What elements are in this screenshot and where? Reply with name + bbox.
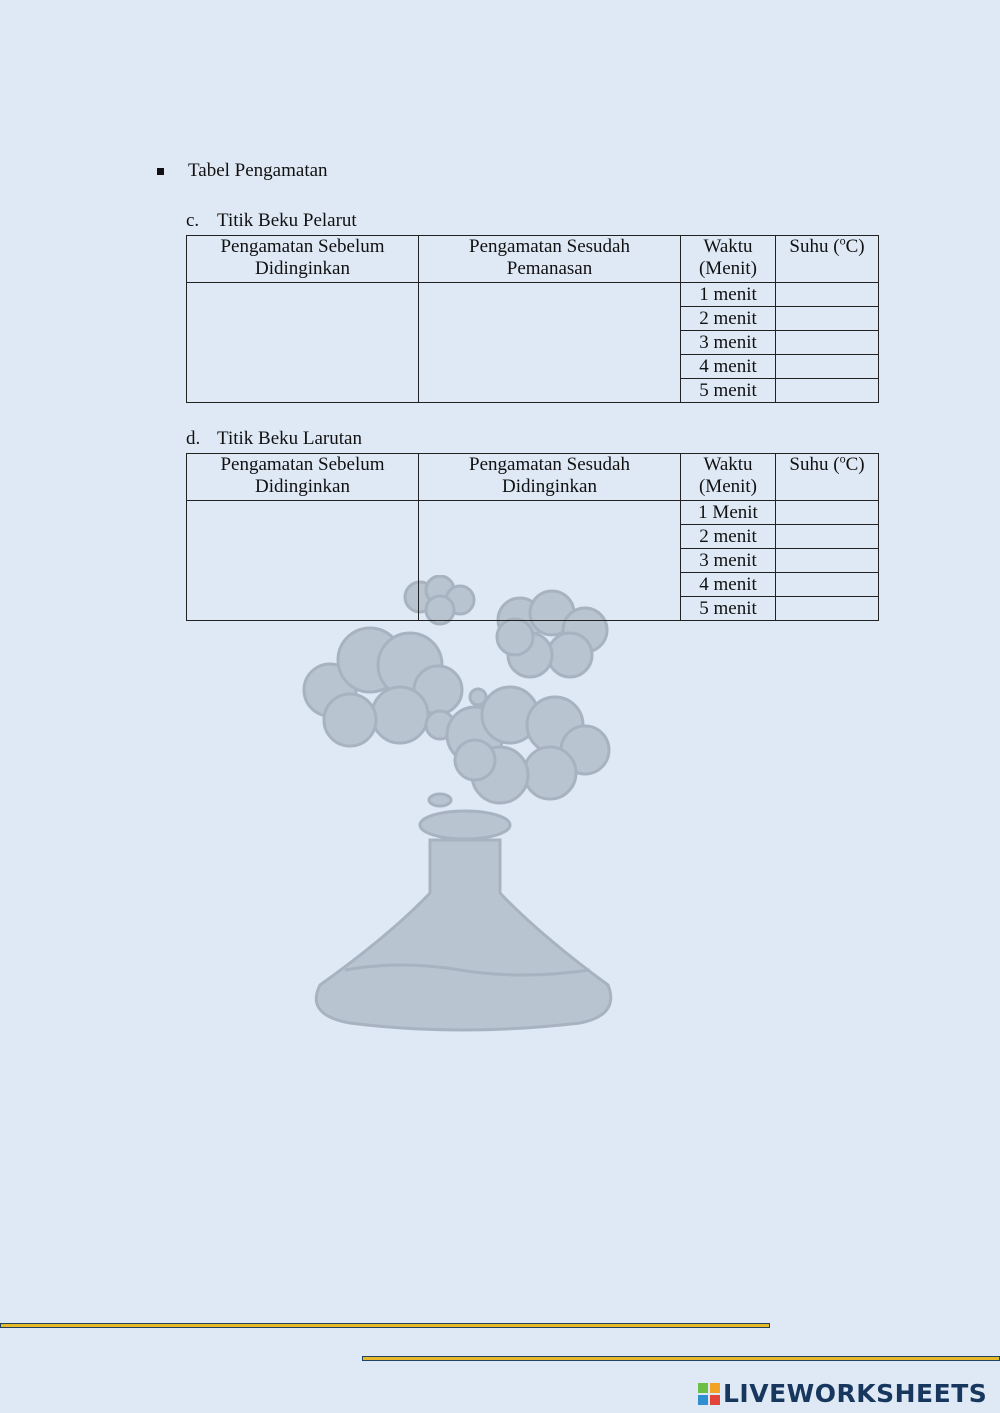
header-text: Pemanasan: [506, 258, 593, 279]
table-c-letter: c.: [186, 210, 200, 231]
section-heading: [155, 160, 328, 182]
header-text: Didinginkan: [255, 476, 350, 497]
table-header-row: [187, 454, 879, 501]
header-text: Suhu (: [789, 454, 840, 475]
temperature-input[interactable]: [776, 597, 879, 621]
table-c-title: Titik Beku Pelarut: [217, 210, 357, 231]
header-after: [419, 236, 681, 283]
degree-mark: o: [839, 233, 846, 248]
header-text: Didinginkan: [255, 258, 350, 279]
time-cell: 4 menit: [681, 355, 776, 379]
observation-before-input[interactable]: [187, 283, 419, 403]
temperature-input[interactable]: [776, 379, 879, 403]
observation-table-d: [186, 453, 879, 621]
header-text: Didinginkan: [502, 476, 597, 497]
table-c-heading: [186, 210, 357, 232]
temperature-input[interactable]: [776, 283, 879, 307]
table-header-row: [187, 236, 879, 283]
time-cell: 1 Menit: [681, 501, 776, 525]
time-cell: 1 menit: [681, 283, 776, 307]
time-cell: 2 menit: [681, 525, 776, 549]
observation-after-input[interactable]: [419, 501, 681, 621]
temperature-input[interactable]: [776, 501, 879, 525]
header-text: C): [845, 454, 865, 475]
flask-body: [316, 840, 611, 1030]
header-text: Pengamatan Sesudah: [469, 454, 630, 475]
table-d-heading: [186, 428, 362, 450]
header-text: (Menit): [698, 476, 758, 497]
brand-name: LIVEWORKSHEETS: [723, 1379, 988, 1408]
temperature-input[interactable]: [776, 331, 879, 355]
temperature-input[interactable]: [776, 355, 879, 379]
temperature-input[interactable]: [776, 549, 879, 573]
liveworksheets-logo: [698, 1379, 987, 1408]
time-cell: 3 menit: [681, 549, 776, 573]
observation-table-c: [186, 235, 879, 403]
observation-after-input[interactable]: [419, 283, 681, 403]
section-title: Tabel Pengamatan: [188, 160, 328, 181]
header-text: Pengamatan Sebelum: [220, 454, 385, 475]
smoke-bubble: [470, 689, 486, 705]
time-cell: 3 menit: [681, 331, 776, 355]
header-text: Waktu: [703, 236, 753, 257]
header-text: C): [845, 236, 865, 257]
table-d-letter: d.: [186, 428, 201, 449]
header-text: (Menit): [698, 258, 758, 279]
observation-before-input[interactable]: [187, 501, 419, 621]
degree-mark: o: [839, 451, 846, 466]
header-text: Pengamatan Sebelum: [220, 236, 385, 257]
header-time: [681, 454, 776, 501]
liveworksheets-icon: [698, 1383, 720, 1405]
temperature-input[interactable]: [776, 307, 879, 331]
header-text: Suhu (: [789, 236, 840, 257]
flask-rim: [420, 811, 510, 839]
header-before: [187, 236, 419, 283]
header-time: [681, 236, 776, 283]
temperature-input[interactable]: [776, 525, 879, 549]
flask-illustration: [290, 575, 630, 1035]
header-temperature: [776, 451, 879, 501]
time-cell: 5 menit: [681, 379, 776, 403]
table-row: [187, 501, 879, 525]
footer-band: [0, 1323, 770, 1328]
smoke-bubble: [429, 794, 451, 806]
header-before: [187, 454, 419, 501]
footer-band: [362, 1356, 1000, 1361]
header-temperature: [776, 233, 879, 283]
table-row: [187, 283, 879, 307]
time-cell: 5 menit: [681, 597, 776, 621]
temperature-input[interactable]: [776, 573, 879, 597]
time-cell: 4 menit: [681, 573, 776, 597]
time-cell: 2 menit: [681, 307, 776, 331]
header-text: Pengamatan Sesudah: [469, 236, 630, 257]
bullet-icon: [157, 168, 164, 175]
header-text: Waktu: [703, 454, 753, 475]
header-after: [419, 454, 681, 501]
table-d-title: Titik Beku Larutan: [217, 428, 362, 449]
